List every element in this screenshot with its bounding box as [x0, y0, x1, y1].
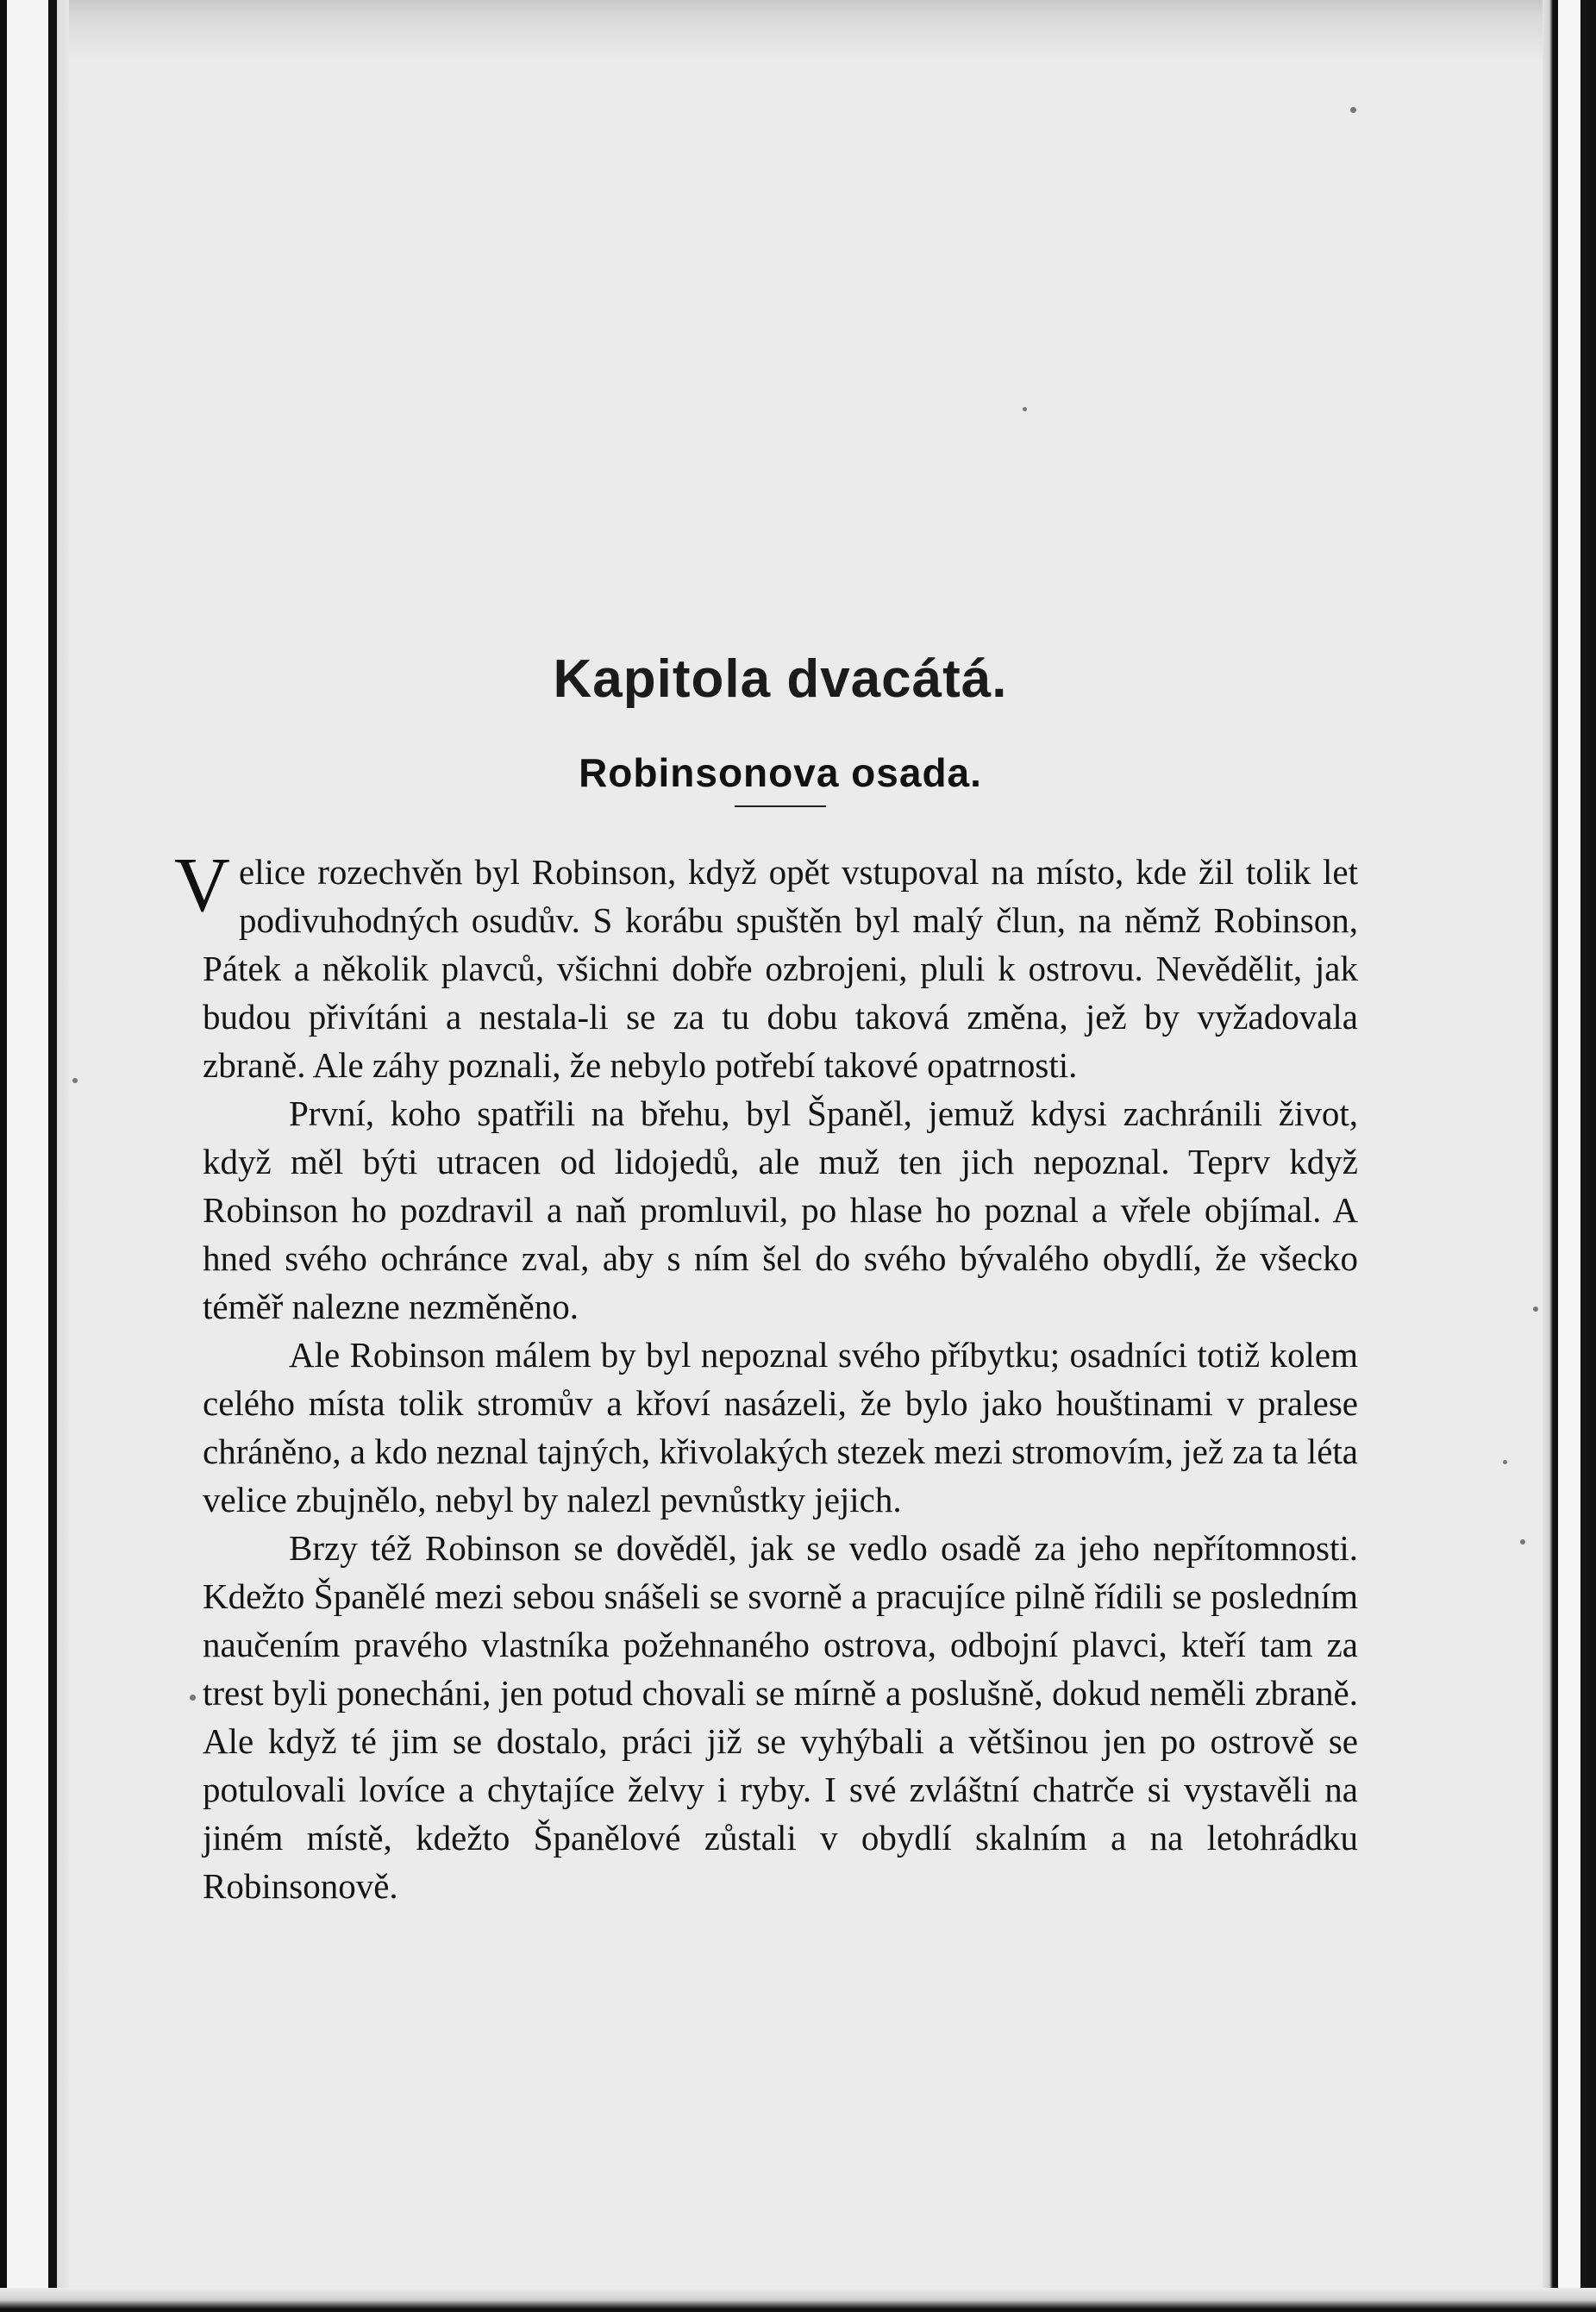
paragraph-2: První, koho spatřili na břehu, byl Španěl, jemuž kdysi zachránili život, když měl býti utracen od lidojedů, ale muž ten jich nepoznal. Teprv když Robinson ho pozdravil a naň promluvil, po hlase ho poznal a vřele objímal. A hned svého ochránce zval, aby s ním šel do svého bývalého obydlí, že všecko téměř nalezne nezměněno. [203, 1093, 1358, 1326]
scan-speck [1023, 407, 1027, 411]
scan-speck [72, 1078, 78, 1083]
scan-speck [1503, 1460, 1507, 1464]
right-page-edge [1543, 0, 1596, 2312]
scan-speck [1350, 107, 1356, 113]
paragraph-1 [174, 843, 1358, 1089]
bottom-scan-edge [0, 2288, 1596, 2312]
top-scan-shadow [69, 0, 1543, 60]
left-page-edge [0, 0, 69, 2312]
paragraph-1-text: elice rozechvěn byl Robinson, když opět vstupoval na místo, kde žil tolik let podivuhodných osudův. S korábu spuštěn byl malý člun, na němž Robinson, Pátek a několik plavců, všichni dobře ozbrojeni, pluli k ostrovu. Nevědělit, jak budou přivítáni a nestala-li se za tu dobu taková změna, jež by vyžadovala zbraně. Ale záhy poznali, že nebylo potřebí takové opatrnosti. [203, 852, 1358, 1085]
chapter-body [174, 843, 1358, 1910]
scan-speck [1533, 1306, 1538, 1312]
scan-speck [190, 1695, 196, 1701]
chapter-subtitle: Robinsonova osada. [579, 750, 982, 796]
title-divider [735, 805, 826, 807]
chapter-title: Kapitola dvacátá. [553, 648, 1008, 709]
drop-cap-letter: V [174, 843, 230, 928]
paragraph-3: Ale Robinson málem by byl nepoznal svého příbytku; osadníci totiž kolem celého místa tolik stromův a křoví nasázeli, že bylo jako houštinami v pralese chráněno, a kdo neznal tajných, křivolakých stezek mezi stromovím, jež za ta léta velice zbujnělo, nebyl by nalezl pevnůstky jejich. [203, 1335, 1358, 1519]
paragraph-4: Brzy též Robinson se dověděl, jak se vedlo osadě za jeho nepřítomnosti. Kdežto Španělé mezi sebou snášeli se svorně a pracujíce pilně řídili se posledním naučením pravého vlastníka požehnaného ostrova, odbojní plavci, kteří tam za trest byli ponecháni, jen potud chovali se mírně a poslušně, dokud neměli zbraně. Ale když té jim se dostalo, práci již se vyhýbali a většinou jen po ostrově se potulovali lovíce a chytajíce želvy i ryby. I své zvláštní chatrče si vystavěli na jiném místě, kdežto Španělové zůstali v obydlí skalním a na letohrádku Robinsonově. [203, 1528, 1358, 1906]
scan-speck [1520, 1539, 1525, 1544]
